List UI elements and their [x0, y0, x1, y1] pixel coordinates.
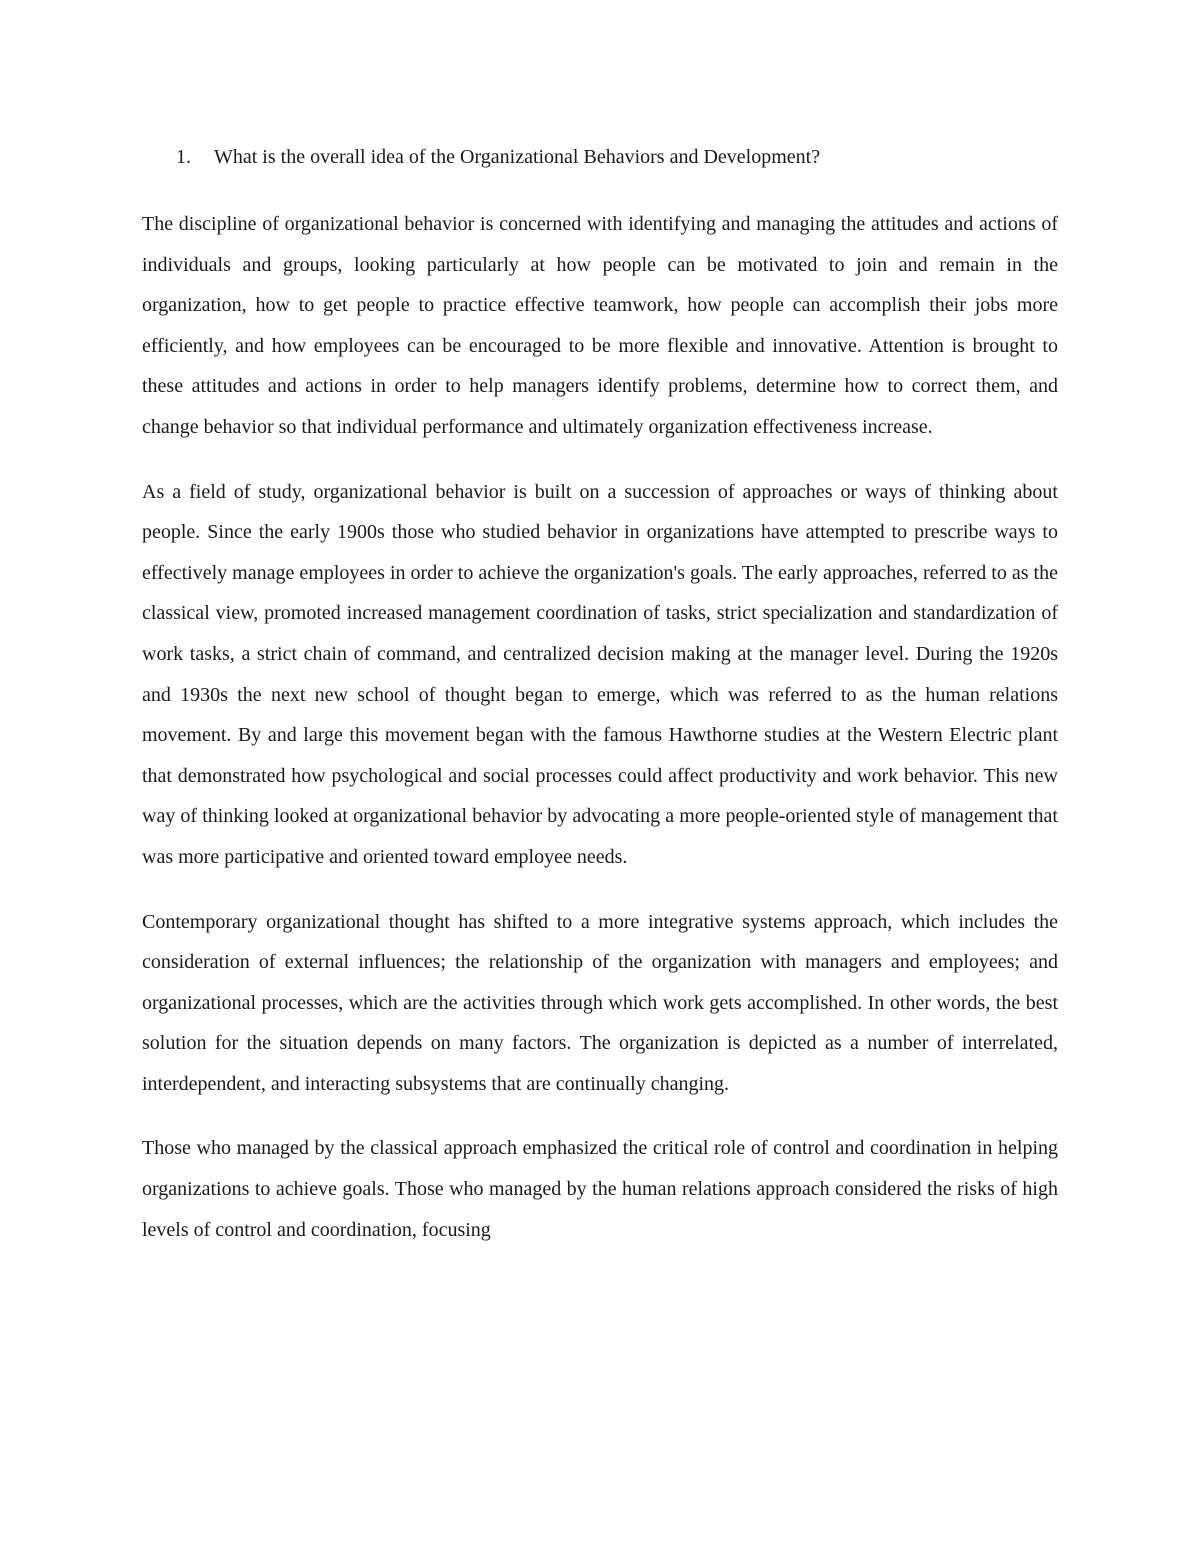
question-number: 1.	[176, 146, 191, 168]
paragraph-contemporary: Contemporary organizational thought has shifted to a more integrative systems approach, which includes the consideration of external influences; the relationship of the organization with managers and employees; and organizational processes, which are the activities through which work gets accomplished. In other words, the best solution for the situation depends on many factors. The organization is depicted as a number of interrelated, interdependent, and interacting subsystems that are continually changing.	[142, 910, 1058, 1095]
paragraph-definition: The discipline of organizational behavior is concerned with identifying and managing the attitudes and actions of individuals and groups, looking particularly at how people can be motivated to join and remain in the organization, how to get people to practice effective teamwork, how people can accomplish their jobs more efficiently, and how employees can be encouraged to be more flexible and innovative. Attention is brought to these attitudes and actions in order to help managers identify problems, determine how to correct them, and change behavior so that individual performance and ultimately organization effectiveness increase.	[142, 213, 1058, 438]
document-body	[142, 204, 1058, 1250]
paragraph-approaches: Those who managed by the classical approach emphasized the critical role of control and coordination in helping organizations to achieve goals. Those who managed by the human relations approach considered the risks of high levels of control and coordination, focusing	[142, 1137, 1058, 1241]
paragraph-history: As a field of study, organizational behavior is built on a succession of approaches or ways of thinking about people. Since the early 1900s those who studied behavior in organizations have attempted to prescribe ways to effectively manage employees in order to achieve the organization's goals. The early approaches, referred to as the classical view, promoted increased management coordination of tasks, strict specialization and standardization of work tasks, a strict chain of command, and centralized decision making at the manager level. During the 1920s and 1930s the next new school of thought began to emerge, which was referred to as the human relations movement. By and large this movement began with the famous Hawthorne studies at the Western Electric plant that demonstrated how psychological and social processes could affect productivity and work behavior. This new way of thinking looked at organizational behavior by advocating a more people-oriented style of management that was more participative and oriented toward employee needs.	[142, 480, 1058, 868]
question-text: What is the overall idea of the Organizational Behaviors and Development?	[214, 146, 821, 168]
question-heading	[176, 145, 1076, 169]
